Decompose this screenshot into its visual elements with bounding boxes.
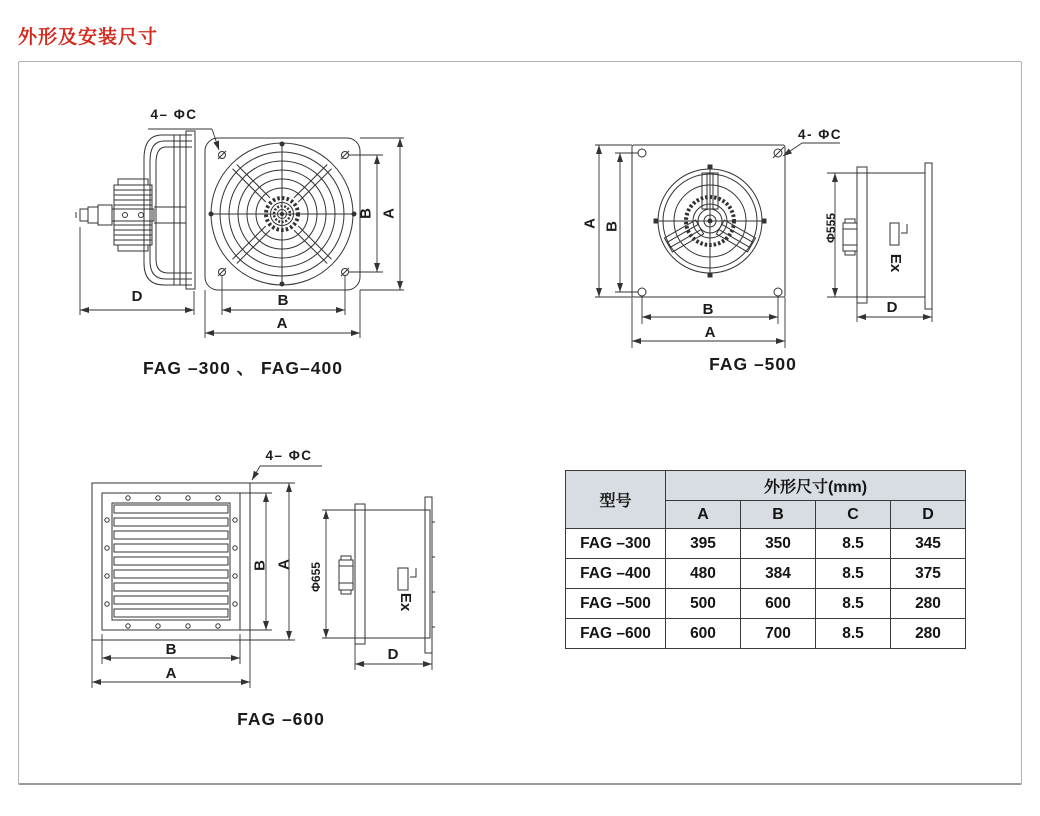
fag600-dim-a-vertical-label: A bbox=[275, 559, 293, 570]
fag500-hole-count-label: 4- ΦC bbox=[797, 127, 843, 142]
value-cell: 480 bbox=[666, 559, 741, 589]
fag600-diameter-label: Φ655 bbox=[309, 562, 323, 592]
dimension-lines bbox=[595, 143, 932, 348]
table-row bbox=[566, 559, 966, 589]
fag500-dim-b-vertical-label: B bbox=[603, 221, 621, 232]
column-header-c: C bbox=[816, 501, 891, 529]
value-cell: 600 bbox=[666, 619, 741, 649]
fag500-caption: FAG –500 bbox=[709, 354, 797, 374]
side-view-duct bbox=[843, 163, 932, 309]
page-title: 外形及安装尺寸 bbox=[18, 27, 159, 48]
fag300-400-drawing bbox=[68, 95, 408, 395]
front-view-impeller bbox=[632, 145, 785, 297]
fag300-dim-b-horizontal-label: B bbox=[277, 292, 289, 309]
fag300-dim-a-horizontal-label: A bbox=[276, 315, 288, 332]
table-row bbox=[566, 529, 966, 559]
fag600-dim-d-label: D bbox=[387, 646, 399, 663]
value-cell: 600 bbox=[741, 589, 816, 619]
side-view-duct bbox=[339, 497, 435, 653]
fag500-ex-mark-label: Ex bbox=[887, 253, 904, 273]
fag600-hole-count-label: 4– ΦC bbox=[265, 448, 313, 463]
fag500-drawing bbox=[575, 112, 1015, 377]
fag600-dim-b-vertical-label: B bbox=[251, 560, 269, 571]
column-group-header-dimensions: 外形尺寸(mm) bbox=[666, 471, 966, 501]
dimensions-table bbox=[565, 470, 966, 649]
value-cell: 280 bbox=[891, 589, 966, 619]
fag600-dim-b-horizontal-label: B bbox=[165, 641, 177, 658]
fag500-dim-d-label: D bbox=[886, 299, 898, 316]
fag500-diameter-label: Φ555 bbox=[824, 213, 838, 243]
fag500-dim-b-horizontal-label: B bbox=[702, 301, 714, 318]
table-row bbox=[566, 619, 966, 649]
value-cell: 375 bbox=[891, 559, 966, 589]
value-cell: 700 bbox=[741, 619, 816, 649]
column-header-model: 型号 bbox=[566, 471, 666, 529]
column-header-a: A bbox=[666, 501, 741, 529]
value-cell: 384 bbox=[741, 559, 816, 589]
value-cell: 350 bbox=[741, 529, 816, 559]
value-cell: 500 bbox=[666, 589, 741, 619]
value-cell: 8.5 bbox=[816, 589, 891, 619]
value-cell: 280 bbox=[891, 619, 966, 649]
fag600-caption: FAG –600 bbox=[237, 709, 325, 729]
fag600-dim-a-horizontal-label: A bbox=[165, 665, 177, 682]
value-cell: 345 bbox=[891, 529, 966, 559]
model-cell: FAG –400 bbox=[566, 559, 666, 589]
value-cell: 8.5 bbox=[816, 559, 891, 589]
value-cell: 8.5 bbox=[816, 619, 891, 649]
column-header-b: B bbox=[741, 501, 816, 529]
fag500-dim-a-horizontal-label: A bbox=[704, 324, 716, 341]
table-row bbox=[566, 589, 966, 619]
value-cell: 395 bbox=[666, 529, 741, 559]
model-cell: FAG –300 bbox=[566, 529, 666, 559]
fag300-dim-d-label: D bbox=[131, 288, 143, 305]
front-view-louver bbox=[92, 483, 250, 640]
fag300-dim-b-vertical-label: B bbox=[357, 208, 375, 219]
side-view-motor bbox=[76, 179, 186, 251]
fag300-hole-count-label: 4– ΦC bbox=[150, 107, 198, 122]
fag300-dim-a-vertical-label: A bbox=[380, 208, 398, 219]
fag300-400-line-art bbox=[68, 95, 408, 395]
fag600-ex-mark-label: Ex bbox=[397, 592, 414, 612]
front-view-grille bbox=[205, 138, 360, 290]
column-header-d: D bbox=[891, 501, 966, 529]
fag500-line-art bbox=[575, 112, 1015, 377]
fag500-dim-a-vertical-label: A bbox=[581, 218, 599, 229]
fag300-400-caption: FAG –300 、 FAG–400 bbox=[143, 358, 343, 378]
value-cell: 8.5 bbox=[816, 529, 891, 559]
model-cell: FAG –600 bbox=[566, 619, 666, 649]
model-cell: FAG –500 bbox=[566, 589, 666, 619]
